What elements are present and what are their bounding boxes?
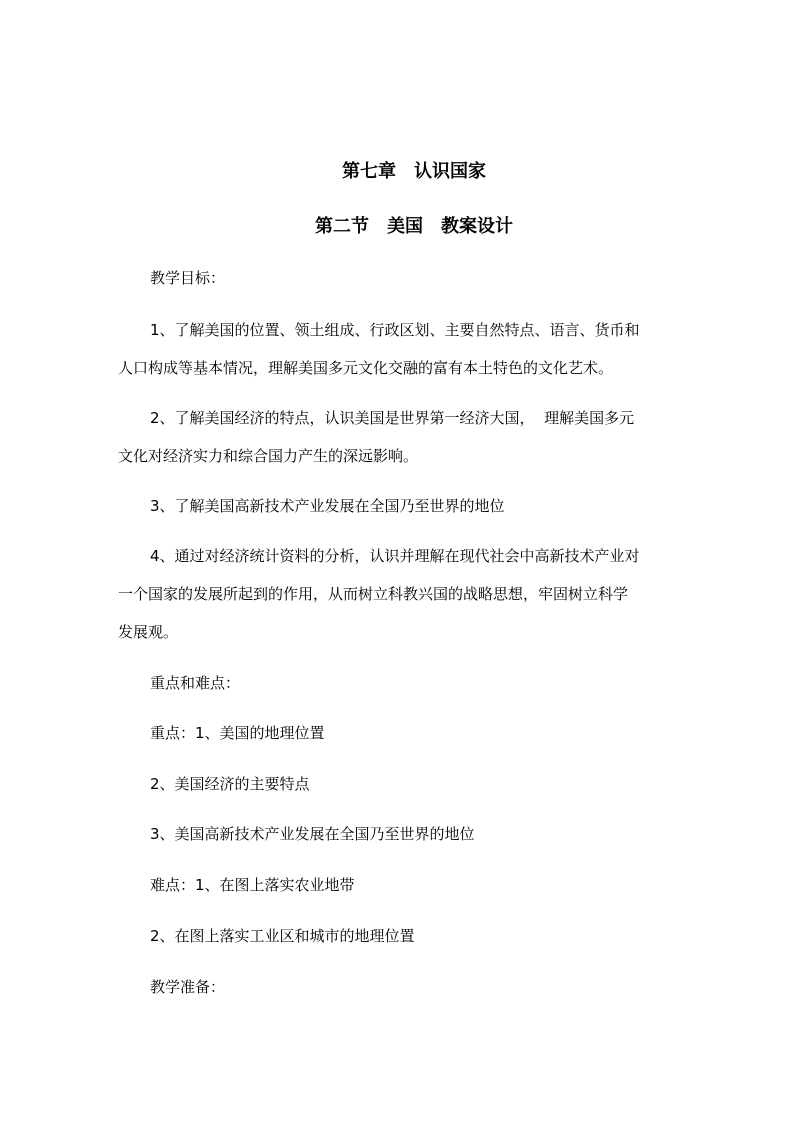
key-points-heading: 重点和难点：	[150, 674, 241, 692]
objective-4-line-3: 发展观。	[118, 623, 179, 641]
section-title: 第二节 美国 教案设计	[315, 216, 513, 237]
objective-1-line-1: 1、了解美国的位置、领土组成、行政区划、主要自然特点、语言、货币和	[150, 321, 640, 339]
difficulty-2: 2、在图上落实工业区和城市的地理位置	[150, 927, 415, 945]
difficulty-1: 难点：1、在图上落实农业地带	[150, 876, 355, 894]
preparation-heading: 教学准备：	[150, 978, 226, 996]
objective-2-line-1: 2、了解美国经济的特点，认识美国是世界第一经济大国， 理解美国多元	[150, 409, 635, 427]
objectives-heading: 教学目标：	[150, 269, 226, 287]
objective-3-line-1: 3、了解美国高新技术产业发展在全国乃至世界的地位	[150, 497, 505, 515]
key-point-3: 3、美国高新技术产业发展在全国乃至世界的地位	[150, 825, 475, 843]
objective-1-line-2: 人口构成等基本情况，理解美国多元文化交融的富有本土特色的文化艺术。	[118, 359, 614, 377]
key-point-2: 2、美国经济的主要特点	[150, 775, 310, 793]
objective-2-line-2: 文化对经济实力和综合国力产生的深远影响。	[118, 447, 419, 465]
key-point-1: 重点：1、美国的地理位置	[150, 724, 325, 742]
objective-4-line-1: 4、通过对经济统计资料的分析，认识并理解在现代社会中高新技术产业对	[150, 547, 640, 565]
objective-4-line-2: 一个国家的发展所起到的作用，从而树立科教兴国的战略思想，牢固树立科学	[118, 585, 629, 603]
chapter-title: 第七章 认识国家	[342, 161, 486, 182]
